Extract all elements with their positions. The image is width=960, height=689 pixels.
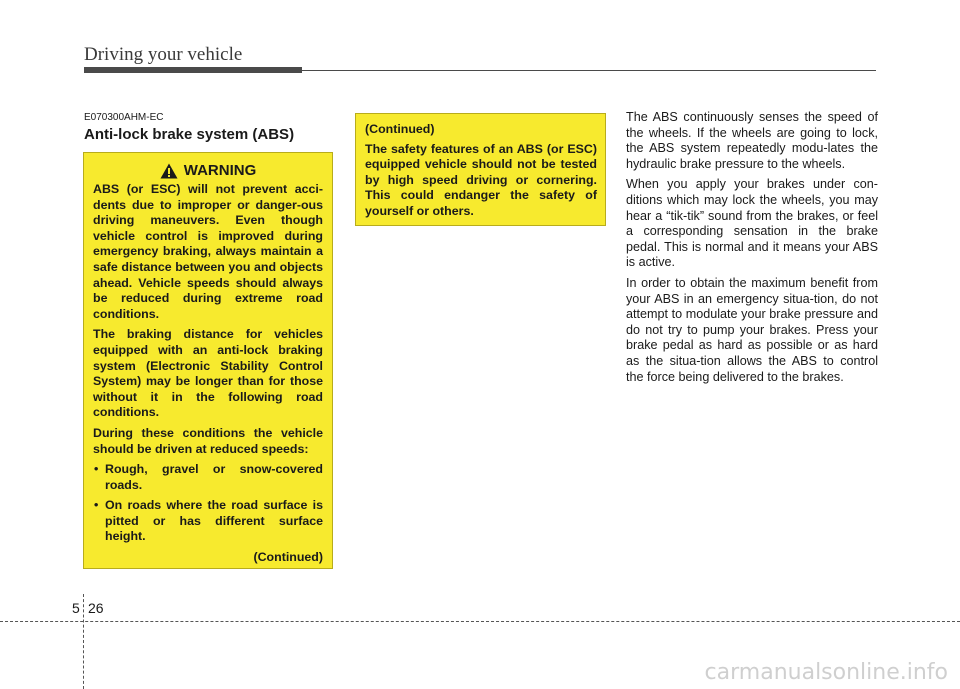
body-paragraph: The ABS continuously senses the speed of the wheels. If the wheels are going to lock, the ABS system repeatedly modu-lates the hydraulic brake pressure to the wheels.	[626, 110, 878, 171]
body-text-column	[626, 110, 878, 390]
header-bar	[84, 67, 302, 73]
warning-header	[93, 163, 323, 179]
warning-box	[83, 152, 333, 569]
section-code: E070300AHM-EC	[84, 112, 164, 123]
watermark[interactable]: carmanualsonline.info	[704, 660, 948, 685]
section-title: Anti-lock brake system (ABS)	[84, 126, 295, 143]
warning-triangle-icon	[160, 163, 178, 179]
page-header-title: Driving your vehicle	[84, 44, 243, 65]
header-rule	[302, 70, 876, 71]
body-paragraph: When you apply your brakes under con-ditions which may lock the wheels, you may hear a “tik-tik” sound from the brakes, or feel a corresponding sensation in the brake pedal. This is normal and it means your ABS is active.	[626, 177, 878, 270]
warning-heading: WARNING	[183, 162, 257, 180]
footer-divider	[83, 594, 84, 689]
body-paragraph: In order to obtain the maximum benefit from your ABS in an emergency situa-tion, do not attempt to modulate your brake pressure and do not try to pump your brakes. Press your brake pedal as hard as possible or as hard as the situa-tion allows the ABS to control the force being delivered to the brakes.	[626, 275, 878, 384]
continued-heading: (Continued)	[365, 122, 435, 136]
continued-label: (Continued)	[253, 550, 323, 565]
warning-bullet: • On roads where the road surface is pitted or has different surface height.	[93, 498, 323, 545]
chapter-number: 5	[72, 600, 80, 616]
warning-bullet: • Rough, gravel or snow-covered roads.	[93, 462, 323, 493]
page-number: 26	[88, 600, 104, 616]
footer-rule	[0, 621, 960, 622]
continued-warning-box	[355, 113, 606, 226]
warning-paragraph: ABS (or ESC) will not prevent acci-dents due to improper or danger-ous driving maneuvers. Even though vehicle control is improved during emergency braking, always maintain a safe distance between you and objects ahead. Vehicle speeds should always be reduced during extreme road conditions.	[93, 182, 323, 321]
continued-text: The safety features of an ABS (or ESC) equipped vehicle should not be tested by high speed driving or cornering. This could endanger the safety of yourself or others.	[365, 141, 597, 218]
warning-paragraph: During these conditions the vehicle should be driven at reduced speeds:	[93, 425, 323, 456]
warning-paragraph: The braking distance for vehicles equipped with an anti-lock braking system (Electronic Stability Control System) may be longer than for those without it in the following road conditions.	[93, 327, 323, 420]
warning-bullets	[93, 462, 323, 545]
